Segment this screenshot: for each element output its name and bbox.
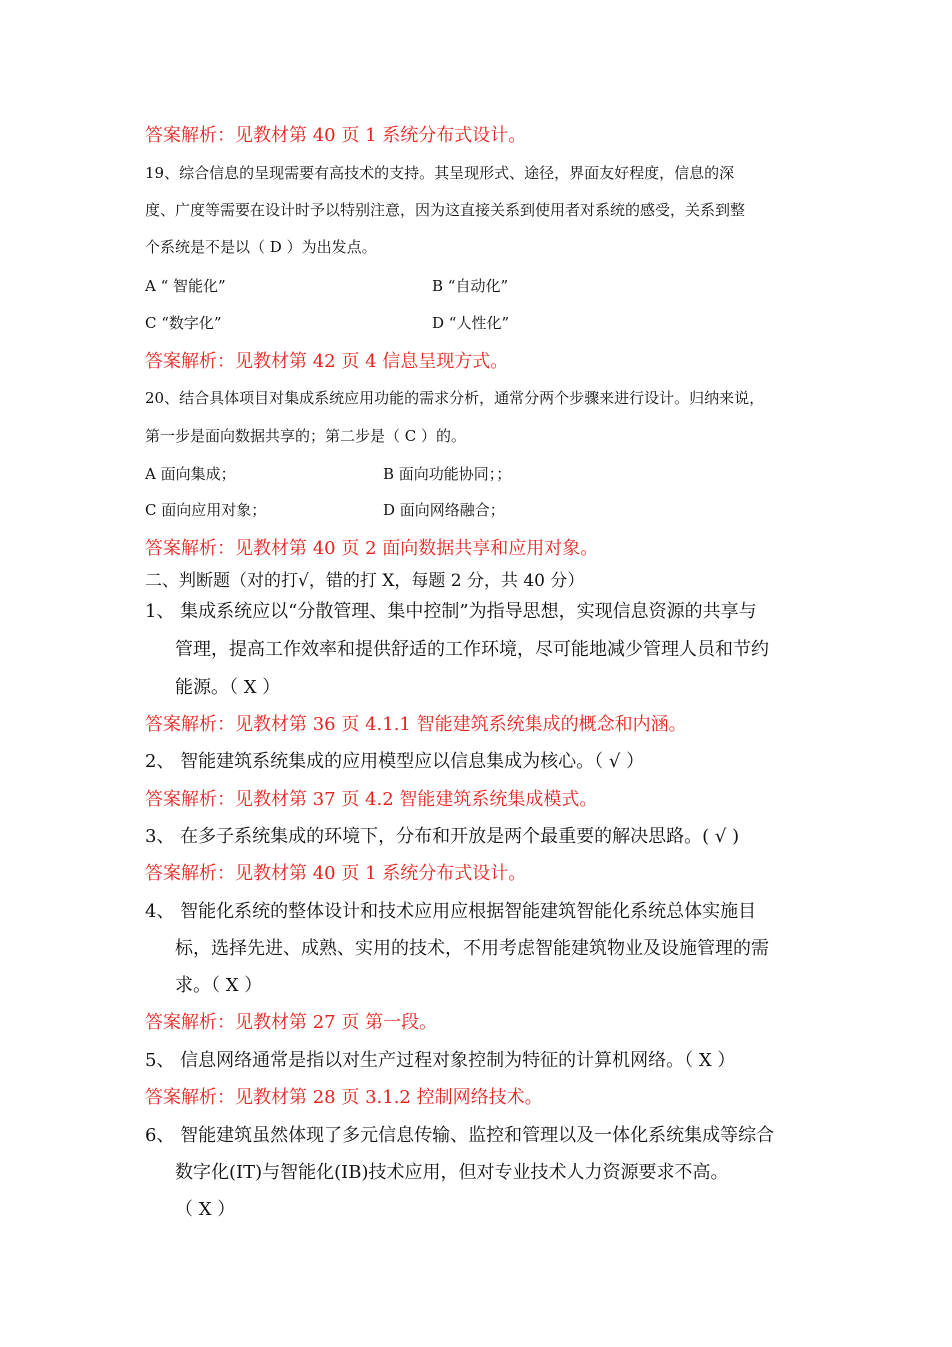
tf-question-5: 5、 信息网络通常是指以对生产过程对象控制为特征的计算机网络。（ X ） xyxy=(145,1050,736,1071)
question-20-line-2: 第一步是面向数据共享的；第二步是（ C ）的。 xyxy=(145,427,467,445)
answer-explanation-20: 答案解析：见教材第 40 页 2 面向数据共享和应用对象。 xyxy=(145,538,599,559)
tf-answer-explanation-2: 答案解析：见教材第 37 页 4.2 智能建筑系统集成模式。 xyxy=(145,789,598,810)
question-19-line-2: 度、广度等需要在设计时予以特别注意，因为这直接关系到使用者对系统的感受，关系到整 xyxy=(145,201,746,219)
tf-question-1-line-2: 管理，提高工作效率和提供舒适的工作环境，尽可能地减少管理人员和节约 xyxy=(175,639,769,660)
question-20-option-b: B 面向功能协同；； xyxy=(383,465,512,483)
tf-answer-explanation-3: 答案解析：见教材第 40 页 1 系统分布式设计。 xyxy=(145,863,527,884)
section-heading-true-false: 二、判断题（对的打√，错的打 X，每题 2 分，共 40 分） xyxy=(145,571,585,591)
tf-question-6-line-3: （ X ） xyxy=(175,1199,236,1220)
tf-question-6-line-2: 数字化(IT)与智能化(IB)技术应用，但对专业技术人力资源要求不高。 xyxy=(175,1162,729,1183)
tf-question-2: 2、 智能建筑系统集成的应用模型应以信息集成为核心。（ √ ） xyxy=(145,751,645,772)
answer-explanation-18: 答案解析：见教材第 40 页 1 系统分布式设计。 xyxy=(145,125,527,146)
tf-answer-explanation-4: 答案解析：见教材第 27 页 第一段。 xyxy=(145,1012,438,1033)
answer-explanation-19: 答案解析：见教材第 42 页 4 信息呈现方式。 xyxy=(145,351,509,372)
tf-question-3: 3、 在多子系统集成的环境下，分布和开放是两个最重要的解决思路。( √ ) xyxy=(145,826,740,847)
question-19-line-3: 个系统是不是以（ D ）为出发点。 xyxy=(145,238,377,256)
question-19-line-1: 19、综合信息的呈现需要有高技术的支持。其呈现形式、途径，界面友好程度，信息的深 xyxy=(145,164,735,182)
question-19-option-d: D “人性化” xyxy=(432,314,510,332)
tf-question-1-line-3: 能源。（ X ） xyxy=(175,677,281,698)
question-20-option-d: D 面向网络融合； xyxy=(383,501,505,519)
tf-question-4-line-1: 4、 智能化系统的整体设计和技术应用应根据智能建筑智能化系统总体实施目 xyxy=(145,901,757,922)
tf-question-1-line-1: 1、 集成系统应以“分散管理、集中控制”为指导思想，实现信息资源的共享与 xyxy=(145,601,757,622)
question-20-option-c: C 面向应用对象； xyxy=(145,501,267,519)
question-19-option-b: B “自动化” xyxy=(432,277,509,295)
tf-question-6-line-1: 6、 智能建筑虽然体现了多元信息传输、监控和管理以及一体化系统集成等综合 xyxy=(145,1125,775,1146)
question-20-option-a: A 面向集成； xyxy=(145,465,236,483)
question-19-option-a: A “ 智能化” xyxy=(145,277,226,295)
tf-question-4-line-3: 求。（ X ） xyxy=(175,975,263,996)
tf-answer-explanation-1: 答案解析：见教材第 36 页 4.1.1 智能建筑系统集成的概念和内涵。 xyxy=(145,714,687,735)
question-20-line-1: 20、结合具体项目对集成系统应用功能的需求分析，通常分两个步骤来进行设计。归纳来说， xyxy=(145,389,765,407)
tf-answer-explanation-5: 答案解析：见教材第 28 页 3.1.2 控制网络技术。 xyxy=(145,1087,543,1108)
question-19-option-c: C “数字化” xyxy=(145,314,222,332)
tf-question-4-line-2: 标，选择先进、成熟、实用的技术，不用考虑智能建筑物业及设施管理的需 xyxy=(175,938,769,959)
